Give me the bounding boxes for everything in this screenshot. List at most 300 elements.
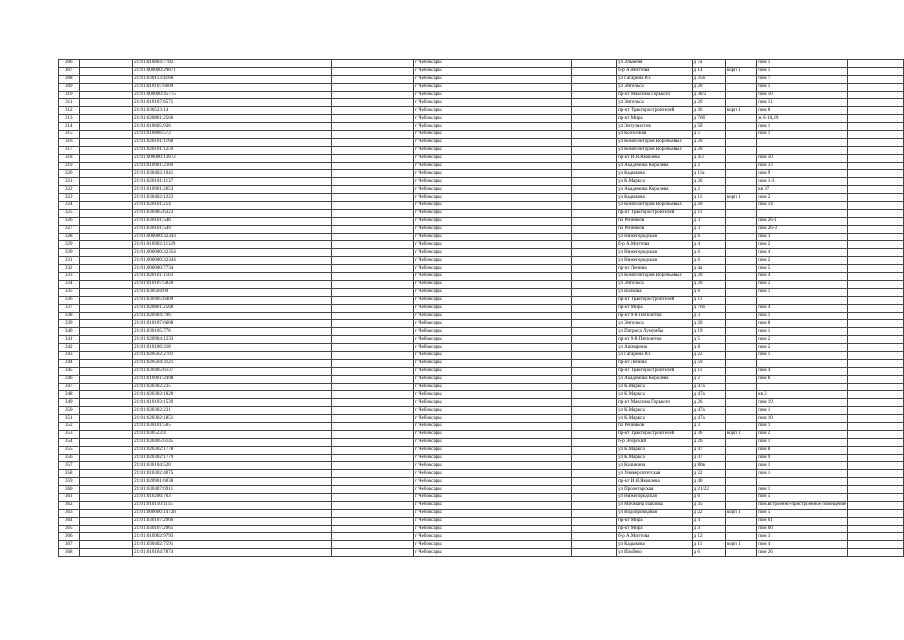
blank-cell-cell — [572, 115, 617, 123]
blank-cell — [848, 67, 904, 75]
blank-cell — [848, 107, 904, 115]
blank-cell — [848, 304, 904, 312]
premises-cell: пом 10 — [757, 415, 848, 423]
premises-cell: пом 1 — [757, 131, 848, 139]
blank-cell — [848, 525, 904, 533]
house-cell: д 3 — [692, 422, 725, 430]
building-cell — [725, 517, 756, 525]
premises-cell: пом 1 — [757, 462, 848, 470]
blank-cell-cell — [79, 517, 133, 525]
premises-cell: пом 1 — [757, 486, 848, 494]
row-number-cell: 335 — [59, 288, 80, 296]
house-cell: д 20 — [692, 83, 725, 91]
blank-cell — [848, 446, 904, 454]
house-cell: д 6 — [692, 549, 725, 557]
table-row — [59, 454, 904, 462]
city-cell: г Чебоксары — [414, 438, 572, 446]
street-cell: пр-кт Мира — [617, 115, 693, 123]
blank-cell-cell — [331, 399, 413, 407]
city-cell: г Чебоксары — [414, 525, 572, 533]
city-cell: г Чебоксары — [414, 486, 572, 494]
table-row — [59, 146, 904, 154]
building-cell — [725, 60, 756, 68]
blank-cell — [848, 486, 904, 494]
row-number-cell: 330 — [59, 249, 80, 257]
street-cell: пр-кт Ленина — [617, 265, 693, 273]
blank-cell-cell — [331, 154, 413, 162]
table-row — [59, 525, 904, 533]
blank-cell-cell — [572, 422, 617, 430]
blank-cell-cell — [79, 407, 133, 415]
blank-cell-cell — [79, 359, 133, 367]
blank-cell-cell — [79, 383, 133, 391]
premises-cell: пом 19 — [757, 399, 848, 407]
city-cell: г Чебоксары — [414, 422, 572, 430]
house-cell: д 11 — [692, 541, 725, 549]
blank-cell — [848, 462, 904, 470]
city-cell: г Чебоксары — [414, 407, 572, 415]
premises-cell: пом 4 — [757, 304, 848, 312]
premises-cell: пом 8 — [757, 320, 848, 328]
row-number-cell: 331 — [59, 257, 80, 265]
blank-cell-cell — [572, 170, 617, 178]
blank-cell-cell — [331, 265, 413, 273]
blank-cell — [848, 493, 904, 501]
building-cell — [725, 288, 756, 296]
blank-cell-cell — [79, 202, 133, 210]
house-cell: д 20 — [692, 99, 725, 107]
city-cell: г Чебоксары — [414, 170, 572, 178]
blank-cell-cell — [79, 470, 133, 478]
blank-cell-cell — [572, 91, 617, 99]
row-number-cell: 313 — [59, 115, 80, 123]
house-cell: д 59 — [692, 359, 725, 367]
blank-cell-cell — [572, 186, 617, 194]
cadastral-number-cell: 21:01:030113:4168 — [133, 75, 332, 83]
house-cell: д 12 — [692, 533, 725, 541]
blank-cell-cell — [79, 107, 133, 115]
premises-cell — [757, 296, 848, 304]
cadastral-number-cell: 21:01:020302:1779 — [133, 454, 332, 462]
house-cell: д 47а — [692, 415, 725, 423]
blank-cell — [848, 320, 904, 328]
city-cell: г Чебоксары — [414, 60, 572, 68]
cadastral-number-cell: 21:01:030523:4 — [133, 430, 332, 438]
premises-cell: кв 2 — [757, 391, 848, 399]
house-cell: д 76б — [692, 304, 725, 312]
cadastral-number-cell: 21:01:030402:1041 — [133, 170, 332, 178]
row-number-cell: 334 — [59, 280, 80, 288]
table-row — [59, 241, 904, 249]
blank-cell — [848, 170, 904, 178]
blank-cell-cell — [331, 83, 413, 91]
house-cell: д 47а — [692, 407, 725, 415]
street-cell: ул К.Маркса — [617, 383, 693, 391]
blank-cell-cell — [572, 533, 617, 541]
cadastral-number-cell: 21:01:010104:7874 — [133, 549, 332, 557]
blank-cell-cell — [331, 359, 413, 367]
city-cell: г Чебоксары — [414, 509, 572, 517]
cadastral-number-cell: 21:01:010902:9793 — [133, 533, 332, 541]
house-cell: д 7а — [692, 60, 725, 68]
cadastral-number-cell: 21:01:000000:7734 — [133, 265, 332, 273]
building-cell: корп 1 — [725, 509, 756, 517]
cadastral-number-cell: 21:01:010901:2653 — [133, 186, 332, 194]
city-cell: г Чебоксары — [414, 146, 572, 154]
building-cell — [725, 186, 756, 194]
city-cell: г Чебоксары — [414, 359, 572, 367]
city-cell: г Чебоксары — [414, 225, 572, 233]
blank-cell-cell — [79, 549, 133, 557]
street-cell: пр-кт Тракторостроителей — [617, 430, 693, 438]
blank-cell — [848, 249, 904, 257]
street-cell: б-р Эгерский — [617, 438, 693, 446]
blank-cell-cell — [572, 383, 617, 391]
table-row — [59, 131, 904, 139]
row-number-cell: 353 — [59, 430, 80, 438]
building-cell — [725, 367, 756, 375]
blank-cell — [848, 131, 904, 139]
cadastral-number-cell: 21:01:010901:2498 — [133, 375, 332, 383]
premises-cell: пом 1 — [757, 407, 848, 415]
blank-cell-cell — [331, 91, 413, 99]
blank-cell — [848, 217, 904, 225]
row-number-cell: 326 — [59, 217, 80, 225]
row-number-cell: 349 — [59, 399, 80, 407]
blank-cell-cell — [79, 99, 133, 107]
blank-cell — [848, 99, 904, 107]
house-cell: д 20 — [692, 138, 725, 146]
house-cell: д 19 — [692, 328, 725, 336]
building-cell — [725, 359, 756, 367]
blank-cell — [848, 91, 904, 99]
blank-cell — [848, 273, 904, 281]
blank-cell-cell — [572, 123, 617, 131]
city-cell: г Чебоксары — [414, 470, 572, 478]
cadastral-number-cell: 21:01:020801:2566 — [133, 115, 332, 123]
blank-cell-cell — [572, 375, 617, 383]
blank-cell-cell — [79, 75, 133, 83]
blank-cell-cell — [572, 202, 617, 210]
blank-cell-cell — [331, 438, 413, 446]
blank-cell-cell — [572, 486, 617, 494]
blank-cell-cell — [331, 533, 413, 541]
row-number-cell: 338 — [59, 312, 80, 320]
blank-cell-cell — [331, 454, 413, 462]
cadastral-number-cell: 21:01:030104:520 — [133, 462, 332, 470]
city-cell: г Чебоксары — [414, 233, 572, 241]
city-cell: г Чебоксары — [414, 391, 572, 399]
blank-cell-cell — [79, 430, 133, 438]
premises-cell — [757, 359, 848, 367]
street-cell: ул Гагарина Ю. — [617, 351, 693, 359]
blank-cell-cell — [572, 344, 617, 352]
premises-cell: пом 8 — [757, 107, 848, 115]
blank-cell-cell — [572, 493, 617, 501]
building-cell — [725, 273, 756, 281]
premises-cell: пом 1 — [757, 422, 848, 430]
blank-cell-cell — [331, 280, 413, 288]
row-number-cell: 367 — [59, 541, 80, 549]
street-cell: ул Нижегородская — [617, 249, 693, 257]
cadastral-number-cell: 21:01:020101:1137 — [133, 178, 332, 186]
blank-cell-cell — [572, 304, 617, 312]
blank-cell-cell — [331, 336, 413, 344]
blank-cell-cell — [79, 257, 133, 265]
blank-cell-cell — [331, 320, 413, 328]
house-cell: д 2 — [692, 186, 725, 194]
blank-cell-cell — [331, 391, 413, 399]
blank-cell — [848, 162, 904, 170]
building-cell — [725, 438, 756, 446]
row-number-cell: 329 — [59, 241, 80, 249]
building-cell — [725, 225, 756, 233]
row-number-cell: 342 — [59, 344, 80, 352]
street-cell: ул Композиторов Воробьевых — [617, 146, 693, 154]
row-number-cell: 360 — [59, 486, 80, 494]
table-row — [59, 273, 904, 281]
blank-cell — [848, 415, 904, 423]
blank-cell-cell — [572, 407, 617, 415]
blank-cell — [848, 194, 904, 202]
premises-cell: пом 2 — [757, 241, 848, 249]
blank-cell-cell — [331, 328, 413, 336]
house-cell: д 35б — [692, 75, 725, 83]
blank-cell-cell — [331, 107, 413, 115]
blank-cell-cell — [79, 162, 133, 170]
table-row — [59, 486, 904, 494]
table-row — [59, 107, 904, 115]
cadastral-number-cell: 21:01:010107:6571 — [133, 99, 332, 107]
blank-cell-cell — [331, 407, 413, 415]
row-number-cell: 343 — [59, 351, 80, 359]
blank-cell — [848, 422, 904, 430]
street-cell: пр-кт Тракторостроителей — [617, 367, 693, 375]
street-cell: ул Энгельса — [617, 83, 693, 91]
house-cell: д 47 — [692, 446, 725, 454]
blank-cell-cell — [572, 541, 617, 549]
blank-cell — [848, 470, 904, 478]
premises-cell: пом 33 — [757, 162, 848, 170]
house-cell: д 35 — [692, 501, 725, 509]
blank-cell-cell — [79, 265, 133, 273]
table-row — [59, 249, 904, 257]
blank-cell-cell — [79, 422, 133, 430]
table-row — [59, 383, 904, 391]
table-row — [59, 233, 904, 241]
premises-cell: пом 1 — [757, 60, 848, 68]
building-cell — [725, 304, 756, 312]
building-cell — [725, 470, 756, 478]
blank-cell-cell — [572, 99, 617, 107]
blank-cell-cell — [79, 320, 133, 328]
house-cell: д 36 — [692, 430, 725, 438]
street-cell: б-р А.Миттова — [617, 67, 693, 75]
building-cell — [725, 525, 756, 533]
blank-cell-cell — [331, 209, 413, 217]
premises-cell: пом 1 — [757, 328, 848, 336]
house-cell: д 11 — [692, 296, 725, 304]
blank-cell-cell — [331, 233, 413, 241]
blank-cell-cell — [79, 328, 133, 336]
blank-cell — [848, 478, 904, 486]
building-cell — [725, 265, 756, 273]
street-cell: пр-кт Тракторостроителей — [617, 296, 693, 304]
street-cell: ул К.Маркса — [617, 391, 693, 399]
blank-cell-cell — [79, 273, 133, 281]
house-cell: д 47а — [692, 391, 725, 399]
row-number-cell: 348 — [59, 391, 80, 399]
row-number-cell: 359 — [59, 478, 80, 486]
premises-cell: пом 2 — [757, 430, 848, 438]
blank-cell — [848, 146, 904, 154]
blank-cell — [848, 296, 904, 304]
blank-cell-cell — [331, 241, 413, 249]
blank-cell-cell — [79, 186, 133, 194]
building-cell — [725, 123, 756, 131]
house-cell: д 6 — [692, 233, 725, 241]
blank-cell-cell — [79, 83, 133, 91]
street-cell: ул Кадыкова — [617, 541, 693, 549]
blank-cell-cell — [572, 273, 617, 281]
blank-cell-cell — [331, 202, 413, 210]
blank-cell-cell — [572, 296, 617, 304]
building-cell: корп 1 — [725, 67, 756, 75]
row-number-cell: 354 — [59, 438, 80, 446]
blank-cell-cell — [331, 194, 413, 202]
cadastral-number-cell: 21:01:030405:6323 — [133, 209, 332, 217]
table-row — [59, 170, 904, 178]
blank-cell-cell — [79, 60, 133, 68]
house-cell: д 11 — [692, 194, 725, 202]
cadastral-number-cell: 21:01:000000:29871 — [133, 67, 332, 75]
table-row — [59, 60, 904, 68]
blank-cell — [848, 178, 904, 186]
cadastral-number-cell: 21:01:030101:549 — [133, 225, 332, 233]
blank-cell-cell — [79, 399, 133, 407]
blank-cell-cell — [331, 186, 413, 194]
street-cell: ул К.Маркса — [617, 407, 693, 415]
blank-cell-cell — [79, 170, 133, 178]
blank-cell-cell — [572, 233, 617, 241]
blank-cell-cell — [331, 225, 413, 233]
blank-cell — [848, 391, 904, 399]
blank-cell-cell — [79, 336, 133, 344]
blank-cell — [848, 75, 904, 83]
cadastral-number-cell: 21:01:020801:2568 — [133, 304, 332, 312]
row-number-cell: 364 — [59, 517, 80, 525]
cadastral-number-cell: 21:01:020302:231 — [133, 407, 332, 415]
premises-cell: пом 7 — [757, 75, 848, 83]
premises-cell: пом 61 — [757, 517, 848, 525]
city-cell: г Чебоксары — [414, 446, 572, 454]
row-number-cell: 308 — [59, 75, 80, 83]
city-cell: г Чебоксары — [414, 320, 572, 328]
house-cell: д 5 — [692, 131, 725, 139]
cadastral-number-cell: 21:01:020904:796 — [133, 312, 332, 320]
table-row — [59, 336, 904, 344]
premises-cell: пом 9 — [757, 170, 848, 178]
table-row — [59, 162, 904, 170]
blank-cell — [848, 280, 904, 288]
city-cell: г Чебоксары — [414, 296, 572, 304]
street-cell: пр-кт И.Я.Яковлева — [617, 478, 693, 486]
building-cell: корп 1 — [725, 194, 756, 202]
cadastral-number-cell: 21:01:030402:7591 — [133, 541, 332, 549]
city-cell: г Чебоксары — [414, 249, 572, 257]
street-cell: ул Водопроводная — [617, 509, 693, 517]
house-cell: д 4 — [692, 241, 725, 249]
cadastral-number-cell: 21:01:020302:1820 — [133, 391, 332, 399]
blank-cell-cell — [572, 351, 617, 359]
blank-cell-cell — [79, 296, 133, 304]
cadastral-number-cell: 21:01:030405:6409 — [133, 296, 332, 304]
building-cell — [725, 415, 756, 423]
city-cell: г Чебоксары — [414, 351, 572, 359]
blank-cell-cell — [79, 391, 133, 399]
table-row — [59, 288, 904, 296]
city-cell: г Чебоксары — [414, 493, 572, 501]
blank-cell-cell — [79, 209, 133, 217]
blank-cell-cell — [572, 225, 617, 233]
blank-cell — [848, 60, 904, 68]
blank-cell-cell — [572, 367, 617, 375]
blank-cell-cell — [331, 288, 413, 296]
blank-cell-cell — [79, 446, 133, 454]
premises-cell — [757, 478, 848, 486]
row-number-cell: 327 — [59, 225, 80, 233]
blank-cell-cell — [79, 138, 133, 146]
blank-cell-cell — [331, 446, 413, 454]
house-cell: д 22 — [692, 351, 725, 359]
street-cell: ул Нижегородская — [617, 233, 693, 241]
blank-cell-cell — [79, 525, 133, 533]
street-cell: ул К.Маркса — [617, 415, 693, 423]
cadastral-number-cell: 21:01:020302:1778 — [133, 446, 332, 454]
building-cell — [725, 209, 756, 217]
blank-cell — [848, 509, 904, 517]
cadastral-number-cell: 21:01:030405:6137 — [133, 367, 332, 375]
cadastral-number-cell: 21:01:020302:1851 — [133, 415, 332, 423]
blank-cell — [848, 383, 904, 391]
blank-cell — [848, 83, 904, 91]
building-cell — [725, 312, 756, 320]
street-cell: ул Пролетарская — [617, 486, 693, 494]
street-cell: ул Композиторов Воробьевых — [617, 202, 693, 210]
city-cell: г Чебоксары — [414, 123, 572, 131]
blank-cell-cell — [79, 367, 133, 375]
street-cell: ул Ашмарина — [617, 344, 693, 352]
table-row — [59, 186, 904, 194]
blank-cell-cell — [572, 399, 617, 407]
table-row — [59, 178, 904, 186]
cadastral-number-cell: 21:01:030105:776 — [133, 328, 332, 336]
cadastral-number-cell: 21:01:010103:1539 — [133, 399, 332, 407]
premises-cell: пом 9 — [757, 454, 848, 462]
house-cell: д 26 — [692, 178, 725, 186]
row-number-cell: 345 — [59, 367, 80, 375]
row-number-cell: 324 — [59, 202, 80, 210]
premises-cell: пом 4 — [757, 367, 848, 375]
street-cell: ул Энгельса — [617, 99, 693, 107]
building-cell — [725, 257, 756, 265]
blank-cell-cell — [572, 154, 617, 162]
row-number-cell: 323 — [59, 194, 80, 202]
city-cell: г Чебоксары — [414, 478, 572, 486]
building-cell — [725, 131, 756, 139]
blank-cell-cell — [331, 296, 413, 304]
house-cell: д 3 — [692, 312, 725, 320]
